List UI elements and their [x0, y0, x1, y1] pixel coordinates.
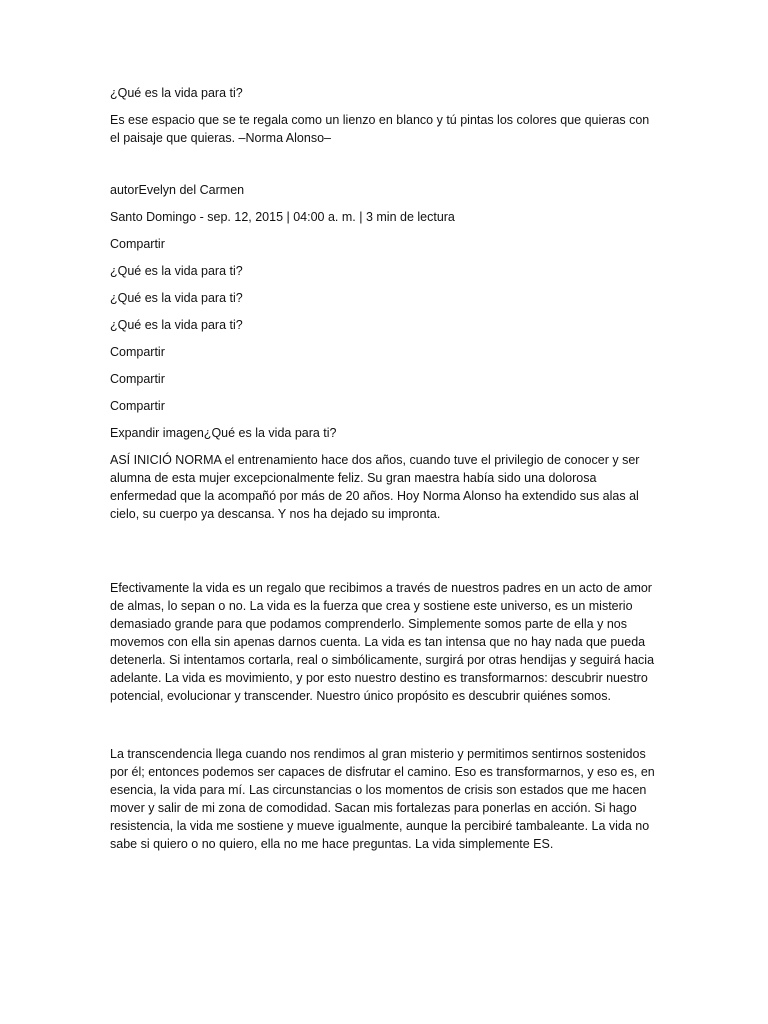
article-quote: Es ese espacio que se te regala como un lienzo en blanco y tú pintas los colores que quieras con el paisaje que quieras. –Norma Alonso–: [110, 113, 650, 145]
expand-image-link[interactable]: Expandir imagen¿Qué es la vida para ti?: [110, 426, 337, 440]
share-link-1[interactable]: Compartir: [110, 237, 165, 251]
repeat-title-2: ¿Qué es la vida para ti?: [110, 291, 243, 305]
document-page: [110, 84, 655, 853]
share-link-4[interactable]: Compartir: [110, 399, 165, 413]
share-link-3[interactable]: Compartir: [110, 372, 165, 386]
repeat-title-1: ¿Qué es la vida para ti?: [110, 264, 243, 278]
article-title: ¿Qué es la vida para ti?: [110, 86, 243, 100]
paragraph-transcendence: La transcendencia llega cuando nos rendimos al gran misterio y permitimos sentirnos sostenidos por él; entonces podemos ser capaces de disfrutar el camino. Eso es transformarnos, y eso es, en esencia, la vida para mí. Las circunstancias o los momentos de crisis son estados que me hacen mover y salir de mi zona de comodidad. Sacan mis fortalezas para ponerlas en acción. Si hago resistencia, la vida me sostiene y mueve igualmente, aunque la percibiré tambaleante. La vida no sabe si quiero o no quiero, ella no me hace preguntas. La vida simplemente ES.: [110, 747, 655, 851]
meta-line: Santo Domingo - sep. 12, 2015 | 04:00 a. m. | 3 min de lectura: [110, 210, 455, 224]
repeat-title-3: ¿Qué es la vida para ti?: [110, 318, 243, 332]
paragraph-intro: ASÍ INICIÓ NORMA el entrenamiento hace dos años, cuando tuve el privilegio de conocer y ser alumna de esta mujer excepcionalmente feliz. Su gran maestra había sido una dolorosa enfermedad que la acompañó por más de 20 años. Hoy Norma Alonso ha extendido sus alas al cielo, su cuerpo ya descansa. Y nos ha dejado su impronta.: [110, 453, 640, 521]
paragraph-life-gift: Efectivamente la vida es un regalo que recibimos a través de nuestros padres en un acto de amor de almas, lo sepan o no. La vida es la fuerza que crea y sostiene este universo, es un misterio demasiado grande para que podamos comprenderlo. Simplemente somos parte de ella y nos movemos con ella sin apenas darnos cuenta. La vida es tan intensa que no hay nada que pueda detenerla. Si intentamos cortarla, real o simbólicamente, surgirá por otras hendijas y seguirá hacia adelante. La vida es movimiento, y por esto nuestro destino es transformarnos: descubrir nuestro potencial, evolucionar y transcender. Nuestro único propósito es descubrir quiénes somos.: [110, 581, 655, 703]
share-link-2[interactable]: Compartir: [110, 345, 165, 359]
author-line: autorEvelyn del Carmen: [110, 183, 245, 197]
